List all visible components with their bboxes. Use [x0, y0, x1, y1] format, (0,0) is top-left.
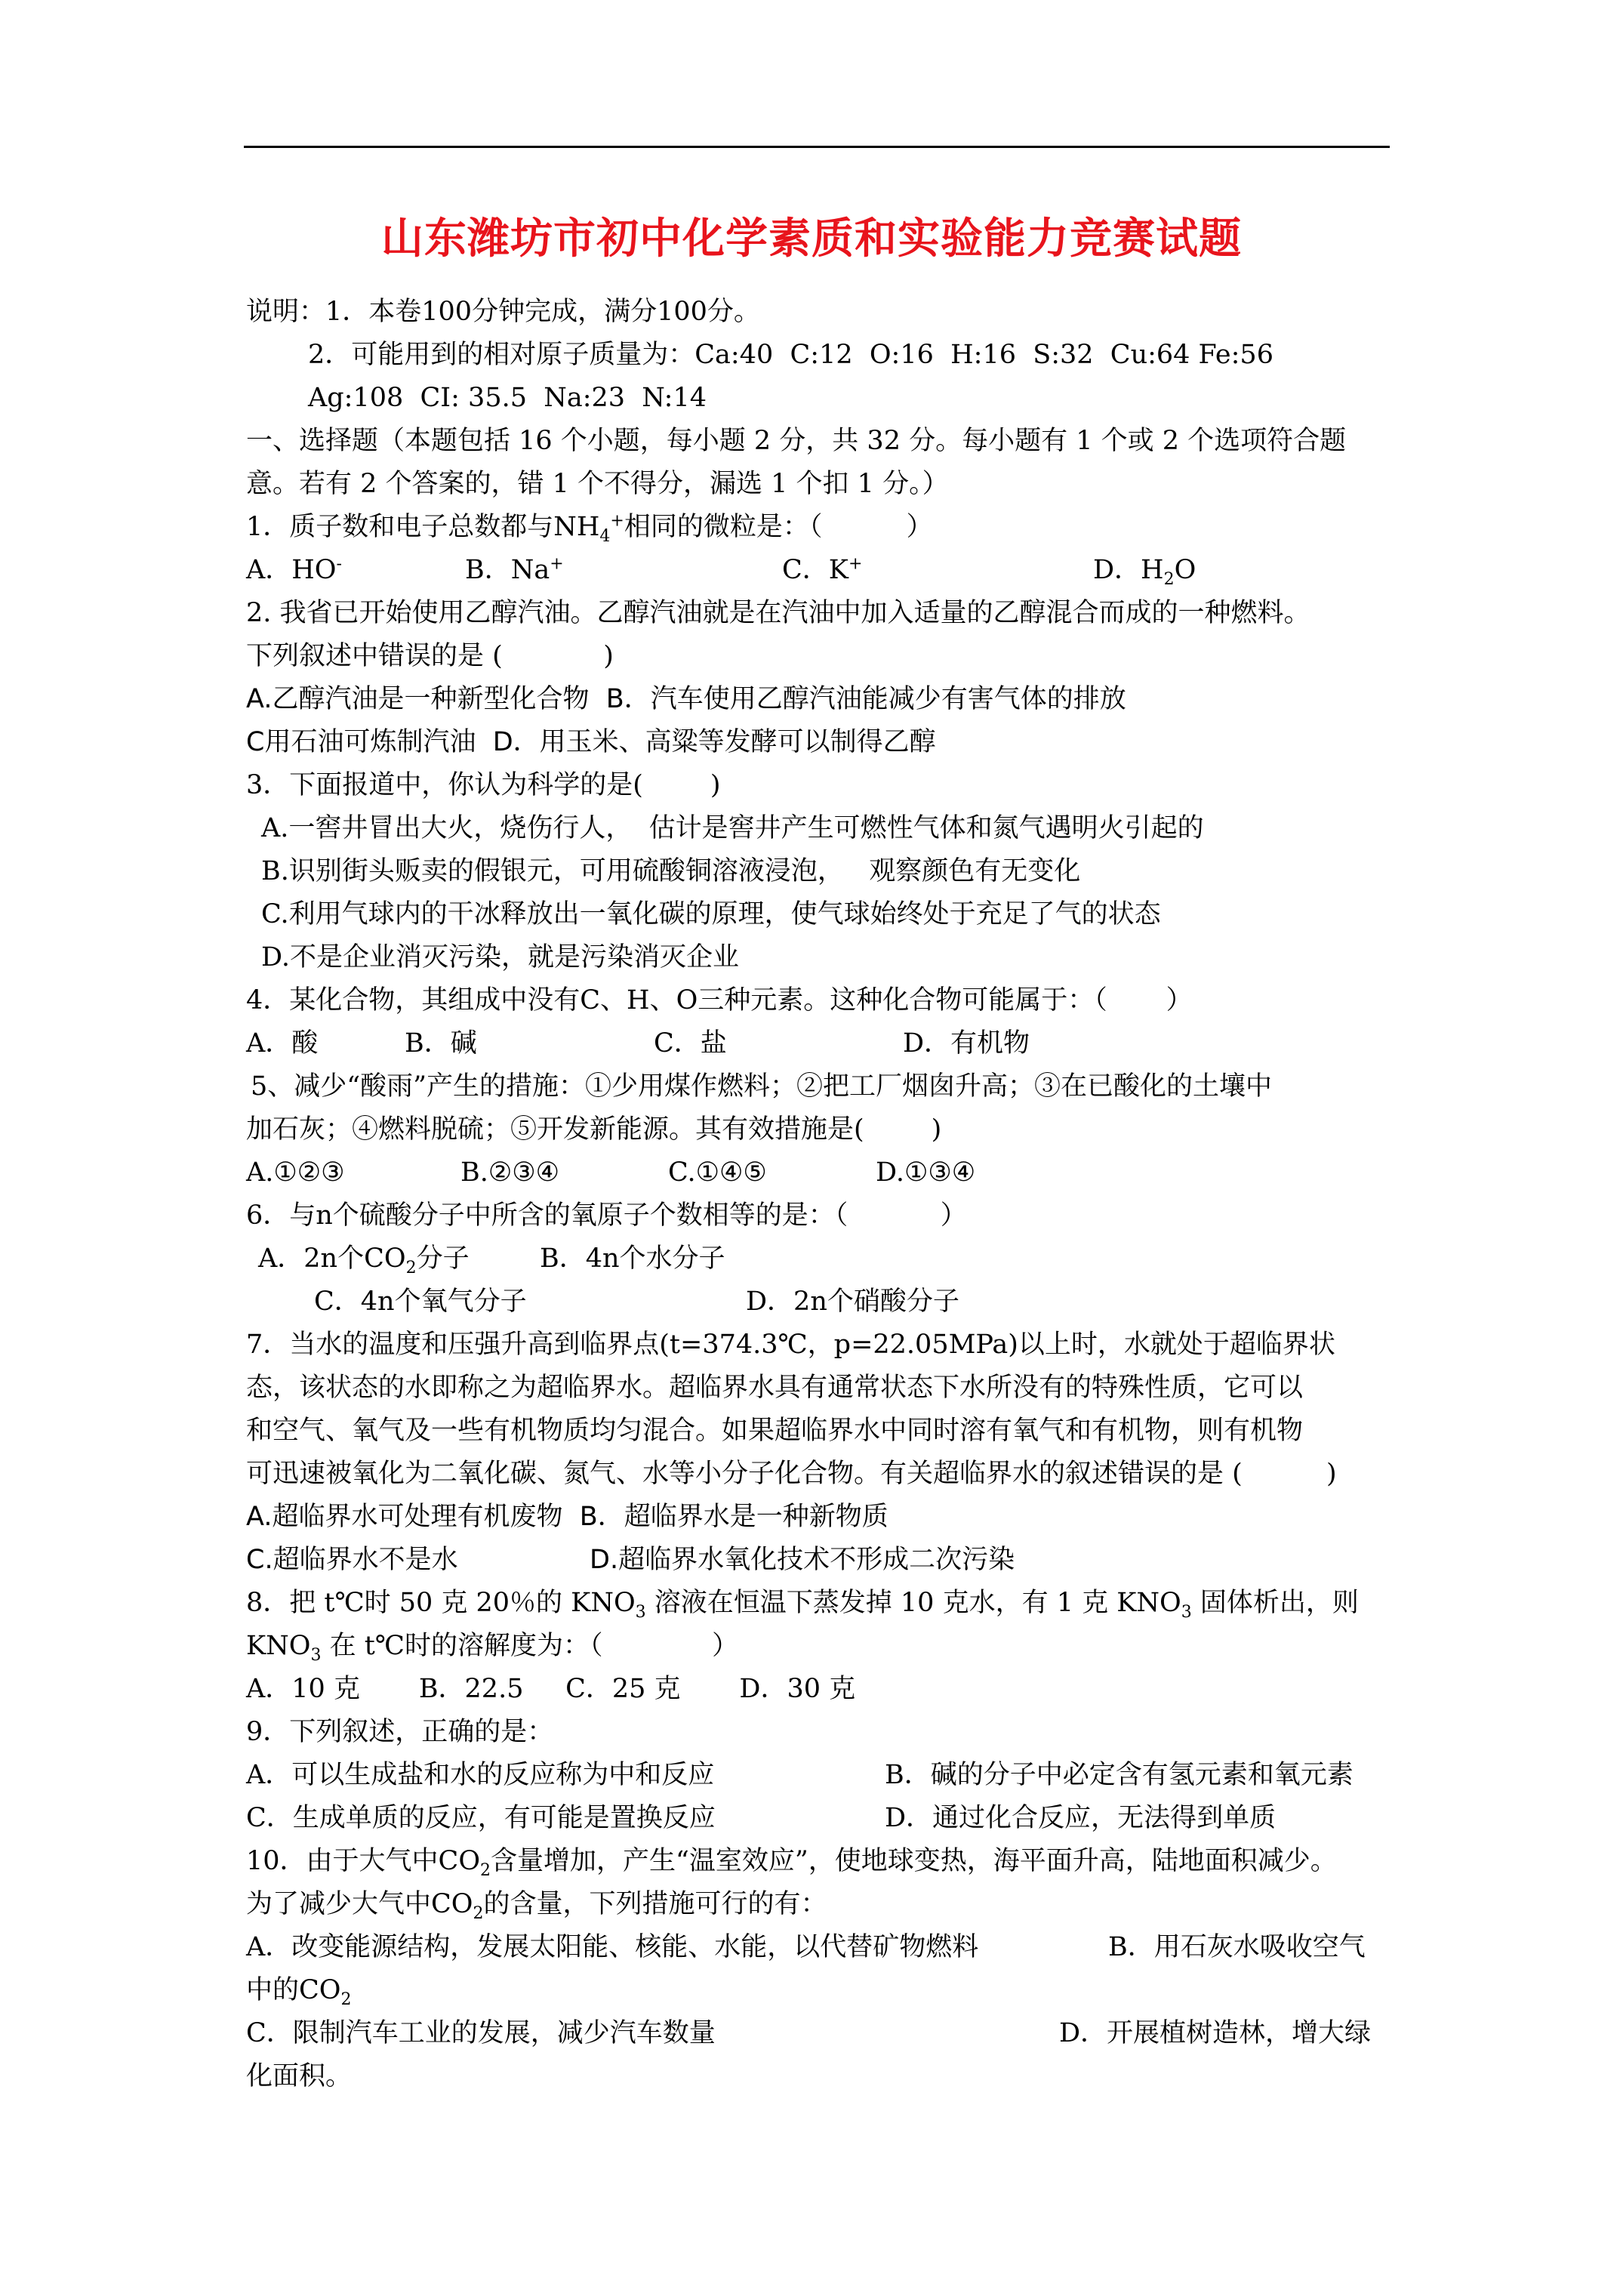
q8-l1-sub2: 3 — [1181, 1603, 1192, 1622]
section-heading-1: 一、选择题（本题包括 16 个小题，每小题 2 分，共 32 分。每小题有 1 个或 2 个选项符合题 — [246, 426, 1347, 456]
question-4-options — [246, 1022, 1409, 1065]
q1-superscript: + — [610, 511, 624, 531]
question-1-stem — [246, 506, 1409, 549]
q10-l1-a: 10．由于大气中CO — [246, 1846, 481, 1876]
q8-l1-c: 固体析出，则 — [1191, 1588, 1359, 1618]
q5-option-d: D.①③④ — [876, 1157, 976, 1188]
q1-option-d — [1093, 549, 1196, 592]
q5-option-c: C.①④⑤ — [668, 1157, 767, 1188]
q10-option-a: A．改变能源结构，发展太阳能、核能、水能，以代替矿物燃料 — [246, 1932, 979, 1962]
question-3-option-d: D.不是企业消灭污染，就是污染消灭企业 — [261, 942, 739, 972]
note-line-2: 2．可能用到的相对原子质量为：Ca:40 C:12 O:16 H:16 S:32 Cu:64 Fe:56 — [308, 340, 1273, 370]
q5-option-a: A.①②③ — [246, 1157, 345, 1188]
q1-option-b-sup: + — [550, 554, 564, 574]
question-7-line-2: 态，该状态的水即称之为超临界水。超临界水具有通常状态下水所没有的特殊性质，它可以 — [246, 1373, 1304, 1403]
question-10-line-1 — [246, 1840, 1409, 1883]
q1-option-d-sub: 2 — [1163, 570, 1175, 589]
question-5-stem-1: 5、减少“酸雨”产生的措施：①少用煤作燃料；②把工厂烟囱升高；③在已酸化的土壤中 — [251, 1071, 1273, 1102]
q8-l2-b: 在 t℃时的溶解度为：（ ） — [321, 1631, 739, 1661]
question-3-option-b: B.识别街头贩卖的假银元，可用硫酸铜溶液浸泡， 观察颜色有无变化 — [261, 856, 1081, 886]
question-10-line-2 — [246, 1883, 1409, 1926]
question-9-stem: 9．下列叙述，正确的是： — [246, 1717, 554, 1747]
q1-stem-text: 1．质子数和电子总数都与NH — [246, 512, 600, 542]
question-2-stem-2: 下列叙述中错误的是 ( ) — [246, 641, 614, 671]
q6-option-a-text: A．2n个CO — [258, 1244, 406, 1274]
q1-option-a-text: A．HO — [246, 555, 337, 585]
q10-b2-sub: 2 — [340, 1990, 352, 2009]
q6-option-a — [258, 1237, 540, 1281]
q9-option-b: B．碱的分子中必定含有氢元素和氧元素 — [885, 1760, 1354, 1790]
q8-l1-sub: 3 — [635, 1603, 646, 1622]
q9-option-d: D．通过化合反应，无法得到单质 — [885, 1803, 1277, 1833]
q7-option-c: C.超临界水不是水 — [246, 1545, 458, 1575]
question-7-options-2 — [246, 1539, 1409, 1582]
question-3-stem: 3．下面报道中，你认为科学的是( ) — [246, 770, 721, 800]
header-rule — [244, 146, 1390, 148]
q10-b2-text: 中的CO — [246, 1975, 341, 2005]
question-10-option-d-cont: 化面积。 — [246, 2061, 353, 2091]
question-6-options-2 — [246, 1281, 1409, 1324]
question-2-options-1: A.乙醇汽油是一种新型化合物 B．汽车使用乙醇汽油能减少有害气体的排放 — [246, 684, 1126, 714]
q8-l1-b: 溶液在恒温下蒸发掉 10 克水，有 1 克 KNO — [645, 1588, 1181, 1618]
question-9-options-2 — [246, 1797, 1409, 1840]
q1-subscript: 4 — [599, 527, 611, 546]
question-10-options-2 — [246, 2012, 1409, 2055]
q1-option-d-end: O — [1174, 555, 1196, 585]
q9-option-a: A．可以生成盐和水的反应称为中和反应 — [246, 1760, 715, 1790]
question-4-stem: 4．某化合物，其组成中没有C、H、O三种元素。这种化合物可能属于：（ ） — [246, 985, 1193, 1015]
question-3-option-c: C.利用气球内的干冰释放出一氧化碳的原理，使气球始终处于充足了气的状态 — [261, 899, 1161, 929]
question-2-stem-1: 2. 我省已开始使用乙醇汽油。乙醇汽油就是在汽油中加入适量的乙醇混合而成的一种燃料。 — [246, 598, 1310, 628]
q6-option-a-end: 分子 — [416, 1244, 470, 1274]
q10-option-c: C．限制汽车工业的发展，减少汽车数量 — [246, 2018, 716, 2048]
q6-option-c: C．4n个氧气分子 — [314, 1287, 527, 1317]
note-line-1: 说明：1．本卷100分钟完成，满分100分。 — [246, 297, 760, 327]
q5-option-b: B.②③④ — [460, 1157, 559, 1188]
question-5-options — [246, 1151, 1409, 1194]
question-7-line-3: 和空气、氧气及一些有机物质均匀混合。如果超临界水中同时溶有氧气和有机物，则有机物 — [246, 1416, 1304, 1446]
question-8-line-2 — [246, 1625, 1409, 1668]
question-6-options-1 — [246, 1237, 1409, 1281]
question-10-option-b-cont — [246, 1969, 1409, 2012]
q1-option-b-text: B．Na — [465, 555, 550, 585]
q4-option-a: A．酸 — [246, 1028, 319, 1059]
q9-option-c: C．生成单质的反应，有可能是置换反应 — [246, 1803, 716, 1833]
q1-option-b — [465, 549, 782, 592]
q10-l2-b: 的含量，下列措施可行的有： — [483, 1889, 827, 1919]
question-8-options: A．10 克 B．22.5 C．25 克 D．30 克 — [246, 1674, 856, 1704]
q1-option-c — [782, 549, 1093, 592]
question-7-line-4: 可迅速被氧化为二氧化碳、氮气、水等小分子化合物。有关超临界水的叙述错误的是 ( ) — [246, 1459, 1337, 1489]
q7-option-d: D.超临界水氧化技术不形成二次污染 — [590, 1545, 1015, 1575]
q6-option-a-sub: 2 — [405, 1259, 417, 1277]
q10-option-b: B．用石灰水吸收空气 — [1108, 1932, 1366, 1962]
question-7-options-1: A.超临界水可处理有机废物 B．超临界水是一种新物质 — [246, 1502, 888, 1532]
section-heading-2: 意。若有 2 个答案的，错 1 个不得分，漏选 1 个扣 1 分。） — [246, 469, 949, 499]
q6-option-d: D．2n个硝酸分子 — [746, 1287, 959, 1317]
q8-l2-a: KNO — [246, 1631, 311, 1661]
q4-option-b: B．碱 — [405, 1028, 477, 1059]
question-8-line-1 — [246, 1582, 1409, 1625]
question-2-options-2: C用石油可炼制汽油 D．用玉米、高粱等发酵可以制得乙醇 — [246, 727, 936, 757]
q8-l2-sub: 3 — [310, 1646, 322, 1665]
q1-stem-tail: 相同的微粒是：（ ） — [624, 512, 933, 542]
q10-l1-b: 含量增加，产生“温室效应”，使地球变热，海平面升高，陆地面积减少。 — [491, 1846, 1337, 1876]
q4-option-c: C．盐 — [654, 1028, 727, 1059]
q4-option-d: D．有机物 — [903, 1028, 1030, 1059]
exam-body — [246, 291, 1409, 2098]
q10-l2-a: 为了减少大气中CO — [246, 1889, 473, 1919]
q10-l2-sub: 2 — [473, 1904, 484, 1923]
question-10-options-1 — [246, 1926, 1409, 1969]
page-title: 山东潍坊市初中化学素质和实验能力竞赛试题 — [381, 214, 1242, 264]
question-9-options-1 — [246, 1754, 1409, 1797]
question-3-option-a: A.一窖井冒出大火，烧伤行人， 估计是窖井产生可燃性气体和氮气遇明火引起的 — [261, 813, 1204, 843]
q1-option-c-text: C．K — [782, 555, 848, 585]
note-line-3: Ag:108 CI: 35.5 Na:23 N:14 — [308, 383, 707, 413]
q1-option-c-sup: + — [848, 554, 863, 574]
question-5-stem-2: 加石灰；④燃料脱硫；⑤开发新能源。其有效措施是( ) — [246, 1114, 942, 1145]
q1-option-a-sup: - — [336, 554, 342, 574]
q1-option-a — [246, 549, 465, 592]
question-1-options — [246, 549, 1409, 592]
q1-option-d-text: D．H — [1093, 555, 1164, 585]
q6-option-b: B．4n个水分子 — [540, 1244, 725, 1274]
q10-option-d: D．开展植树造林，增大绿 — [1059, 2018, 1372, 2048]
question-7-line-1: 7．当水的温度和压强升高到临界点(t=374.3℃，p=22.05MPa)以上时，水就处于超临界状 — [246, 1330, 1335, 1360]
question-6-stem: 6．与n个硫酸分子中所含的氧原子个数相等的是：（ ） — [246, 1200, 967, 1231]
q8-l1-a: 8．把 t℃时 50 克 20％的 KNO — [246, 1588, 636, 1618]
q10-l1-sub: 2 — [480, 1861, 491, 1880]
